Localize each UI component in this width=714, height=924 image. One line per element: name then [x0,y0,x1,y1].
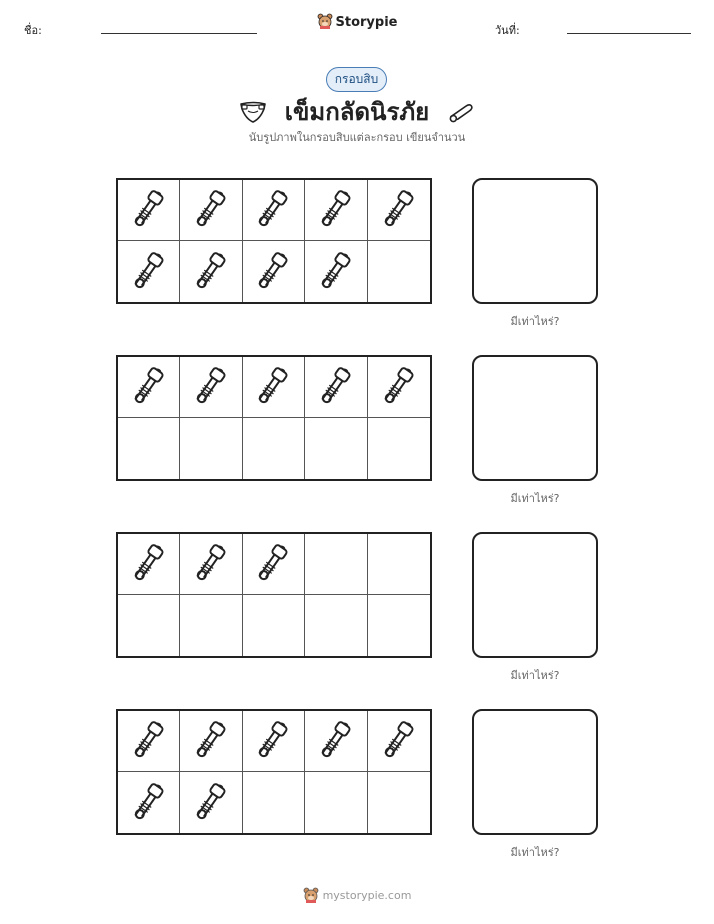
question-4: มีเท่าไหร่? [510,846,560,859]
frame-cell [118,357,180,418]
safety-pin-icon [127,184,171,236]
safety-pin-icon [251,538,295,590]
frame-cell [368,180,430,241]
safety-pin-icon [189,538,233,590]
diaper-icon [238,99,268,125]
frame-cell [243,534,305,595]
safety-pin-icon [127,361,171,413]
frame-cell [305,418,367,479]
question-1: มีเท่าไหร่? [510,315,560,328]
frame-cell [180,772,242,833]
frame-cell [180,357,242,418]
frame-cell [118,534,180,595]
safety-pin-icon [251,246,295,298]
safety-pin-icon [189,361,233,413]
instructions: นับรูปภาพในกรอบสิบแต่ละกรอบ เขียนจำนวน [248,131,466,144]
frame-cell [305,180,367,241]
answer-box-3[interactable] [472,532,598,658]
safety-pin-icon [189,246,233,298]
frame-cell [243,772,305,833]
frame-cell [305,534,367,595]
frame-cell [243,418,305,479]
ten-frame-1 [116,178,432,304]
frame-cell [180,711,242,772]
safety-pin-icon [251,184,295,236]
name-label: ชื่อ: [24,24,42,37]
frame-cell [243,357,305,418]
frame-cell [368,772,430,833]
answer-box-2[interactable] [472,355,598,481]
frame-cell [305,772,367,833]
frame-cell [118,711,180,772]
ten-frame-2 [116,355,432,481]
name-line[interactable] [101,33,257,34]
frame-cell [118,241,180,302]
safety-pin-icon [377,361,421,413]
safety-pin-icon [251,361,295,413]
safety-pin-icon [127,715,171,767]
frame-cell [243,711,305,772]
safety-pin-icon [377,184,421,236]
brand-logo [0,13,714,30]
safety-pin-icon [127,538,171,590]
frame-cell [180,595,242,656]
safety-pin-icon [314,184,358,236]
safety-pin-icon [377,715,421,767]
question-3: มีเท่าไหร่? [510,669,560,682]
date-line[interactable] [567,33,691,34]
footer [0,887,714,903]
topic-badge: กรอบสิบ [326,67,387,92]
safety-pin-icon [314,715,358,767]
frame-cell [305,241,367,302]
frame-cell [180,418,242,479]
frame-cell [368,418,430,479]
frame-cell [368,711,430,772]
brand-name: Storypie [335,15,398,30]
safety-pin-icon [314,361,358,413]
frame-cell [368,595,430,656]
frame-cell [368,534,430,595]
safety-pin-icon [314,246,358,298]
safety-pin-icon [251,715,295,767]
frame-cell [305,711,367,772]
frame-cell [118,180,180,241]
ten-frame-3 [116,532,432,658]
frame-cell [118,772,180,833]
bear-icon [317,13,333,29]
frame-cell [368,241,430,302]
page-title: เข็มกลัดนิรภัย [284,98,430,126]
safety-pin-icon [189,715,233,767]
frame-cell [180,241,242,302]
ten-frame-4 [116,709,432,835]
date-label: วันที่: [495,24,520,37]
frame-cell [305,357,367,418]
safety-pin-icon [127,246,171,298]
question-2: มีเท่าไหร่? [510,492,560,505]
safety-pin-icon [189,777,233,829]
frame-cell [305,595,367,656]
safety-pin-icon [446,99,476,125]
frame-cell [180,180,242,241]
safety-pin-icon [189,184,233,236]
title-row [0,92,714,126]
footer-url: mystorypie.com [322,889,412,902]
frame-cell [243,180,305,241]
frame-cell [243,595,305,656]
frame-cell [243,241,305,302]
frame-cell [180,534,242,595]
frame-cell [368,357,430,418]
answer-box-4[interactable] [472,709,598,835]
frame-cell [118,595,180,656]
safety-pin-icon [127,777,171,829]
bear-icon [303,887,319,903]
frame-cell [118,418,180,479]
answer-box-1[interactable] [472,178,598,304]
